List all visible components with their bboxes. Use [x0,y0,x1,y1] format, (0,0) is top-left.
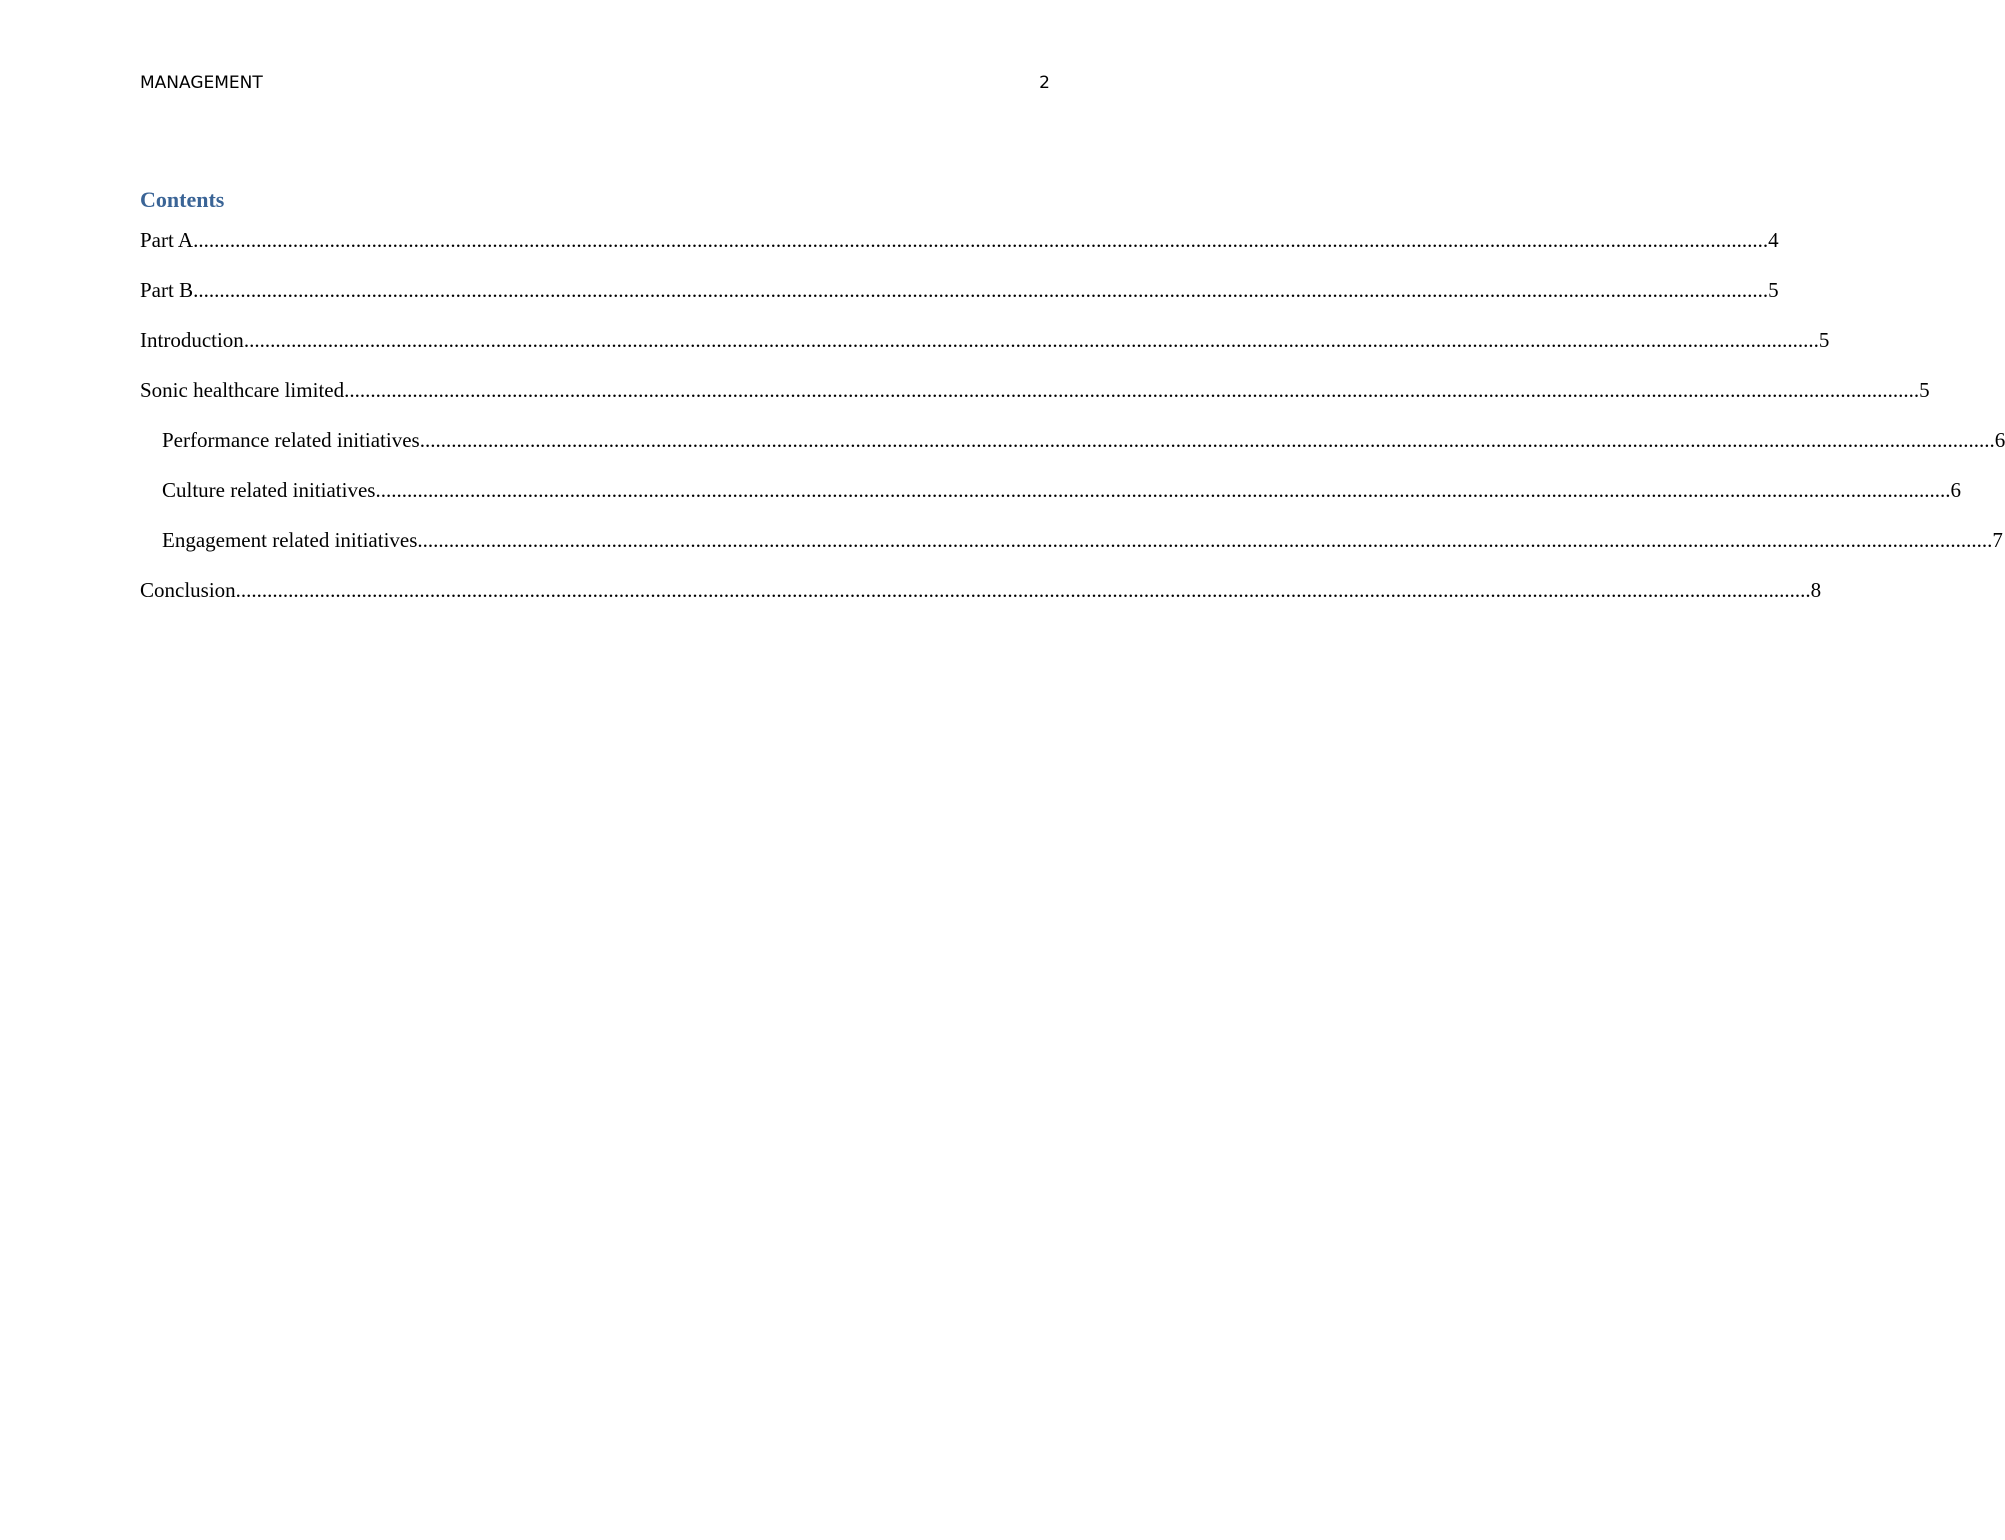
toc-entry-page: 4 [1768,228,1779,252]
toc-dot-leader: ............................................................................................................................................................................................................................................................................................................ [193,278,1769,302]
toc-dot-leader: ............................................................................................................................................................................................................................................................................................................ [375,478,1951,502]
toc-entry-label: Engagement related initiatives [162,528,418,552]
toc-entry-page: 6 [1950,478,1961,502]
toc-entry-engagement-related-initiatives[interactable] [140,526,2003,576]
toc-entry-label: Performance related initiatives [162,428,420,452]
toc-dot-leader: ............................................................................................................................................................................................................................................................................................................ [417,528,1993,552]
toc-entry-part-a[interactable] [140,226,1779,276]
page-number: 2 [1039,73,1050,93]
toc-entry-part-b[interactable] [140,276,1779,326]
toc-entry-performance-related-initiatives[interactable] [140,426,2005,476]
toc-entry-label: Conclusion [140,578,236,602]
toc-entry-introduction[interactable] [140,326,1830,376]
toc-entry-label: Introduction [140,328,244,352]
toc-entry-label: Culture related initiatives [162,478,376,502]
toc-heading: Contents [140,187,225,212]
toc-entry-page: 5 [1919,378,1930,402]
toc-entry-page: 5 [1768,278,1779,302]
toc-entry-sonic-healthcare-limited[interactable] [140,376,1930,426]
toc-dot-leader: ............................................................................................................................................................................................................................................................................................................ [243,328,1819,352]
toc-entry-page: 5 [1818,328,1830,352]
toc-dot-leader: ............................................................................................................................................................................................................................................................................................................ [193,228,1769,252]
toc-entry-label: Sonic healthcare limited [140,378,345,402]
toc-entry-conclusion[interactable] [140,576,1822,626]
running-title: MANAGEMENT [140,73,263,93]
toc-dot-leader: ............................................................................................................................................................................................................................................................................................................ [344,378,1920,402]
page-header [140,72,1050,94]
toc-entry-page: 6 [1994,428,2005,452]
toc-dot-leader: ............................................................................................................................................................................................................................................................................................................ [419,428,1995,452]
toc-entry-page: 7 [1992,528,2003,552]
toc-entry-label: Part A [140,228,194,252]
toc-entry-culture-related-initiatives[interactable] [140,476,1961,526]
toc-entry-label: Part B [140,278,194,302]
table-of-contents [140,226,2005,626]
toc-dot-leader: ............................................................................................................................................................................................................................................................................................................ [235,578,1811,602]
toc-entry-page: 8 [1810,578,1822,602]
